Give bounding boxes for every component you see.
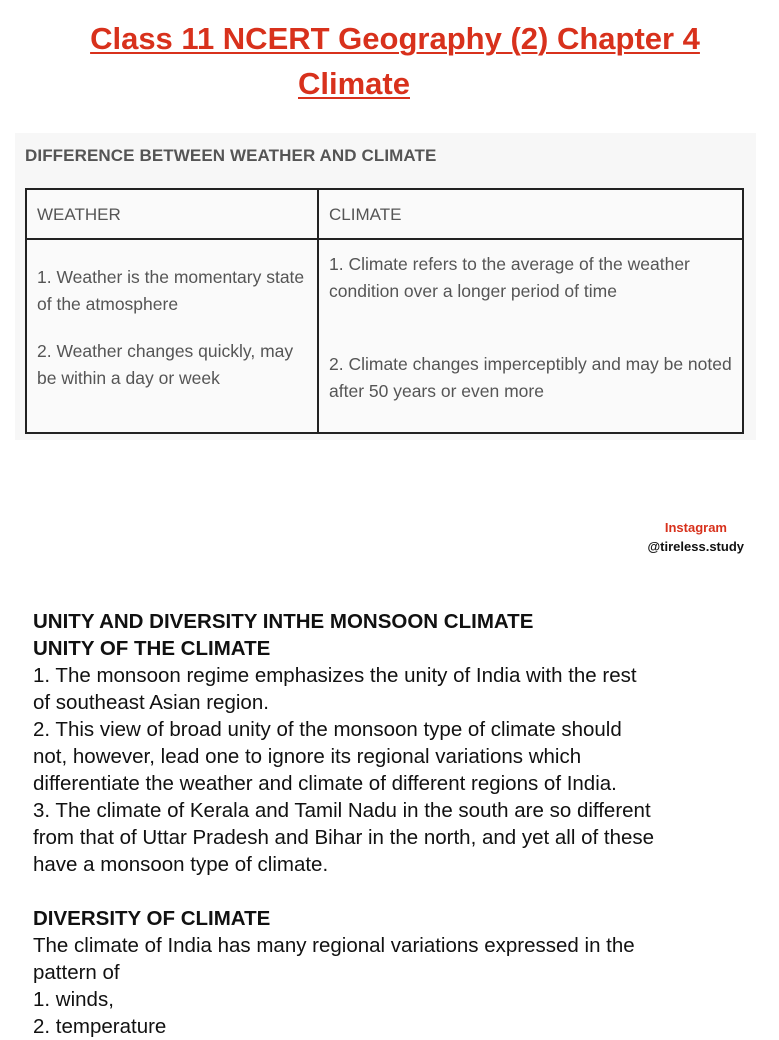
section-heading-unity: UNITY OF THE CLIMATE bbox=[33, 637, 271, 660]
table-header-climate: CLIMATE bbox=[329, 205, 402, 224]
unity-line: from that of Uttar Pradesh and Bihar in the north, and yet all of these bbox=[33, 826, 655, 849]
unity-line: 2. This view of broad unity of the monsoon type of climate should bbox=[33, 718, 622, 741]
diversity-line: The climate of India has many regional variations expressed in the bbox=[33, 934, 635, 957]
weather-point-1: 1. Weather is the momentary state of the atmosphere bbox=[37, 267, 305, 314]
table-header-divider bbox=[27, 238, 742, 240]
table-column-divider bbox=[317, 190, 319, 432]
section-heading-unity-diversity: UNITY AND DIVERSITY INTHE MONSOON CLIMATE bbox=[33, 610, 534, 633]
diversity-line: 1. winds, bbox=[33, 988, 114, 1011]
diversity-line: 2. temperature bbox=[33, 1015, 167, 1038]
weather-climate-table-image bbox=[15, 133, 756, 440]
page-title-line-2: Climate bbox=[298, 66, 410, 101]
unity-line: have a monsoon type of climate. bbox=[33, 853, 329, 876]
unity-line: 3. The climate of Kerala and Tamil Nadu in the south are so different bbox=[33, 799, 651, 822]
diversity-line: pattern of bbox=[33, 961, 120, 984]
climate-point-2: 2. Climate changes imperceptibly and may be noted after 50 years or even more bbox=[329, 354, 732, 401]
instagram-handle: @tireless.study bbox=[647, 539, 744, 554]
difference-heading: DIFFERENCE BETWEEN WEATHER AND CLIMATE bbox=[25, 146, 437, 165]
difference-table bbox=[25, 188, 744, 434]
paragraph-gap bbox=[33, 878, 743, 905]
unity-line: not, however, lead one to ignore its regional variations which bbox=[33, 745, 582, 768]
unity-line: of southeast Asian region. bbox=[33, 691, 269, 714]
weather-point-2: 2. Weather changes quickly, may be within a day or week bbox=[37, 341, 294, 388]
climate-point-1: 1. Climate refers to the average of the weather condition over a longer period of time bbox=[329, 254, 690, 301]
page-title-line-1: Class 11 NCERT Geography (2) Chapter 4 bbox=[90, 21, 700, 56]
section-heading-diversity: DIVERSITY OF CLIMATE bbox=[33, 907, 271, 930]
unity-line: 1. The monsoon regime emphasizes the unity of India with the rest bbox=[33, 664, 637, 687]
unity-line: differentiate the weather and climate of different regions of India. bbox=[33, 772, 617, 795]
notes-body bbox=[33, 608, 743, 1040]
instagram-label: Instagram bbox=[664, 520, 727, 535]
table-header-weather: WEATHER bbox=[37, 205, 121, 224]
